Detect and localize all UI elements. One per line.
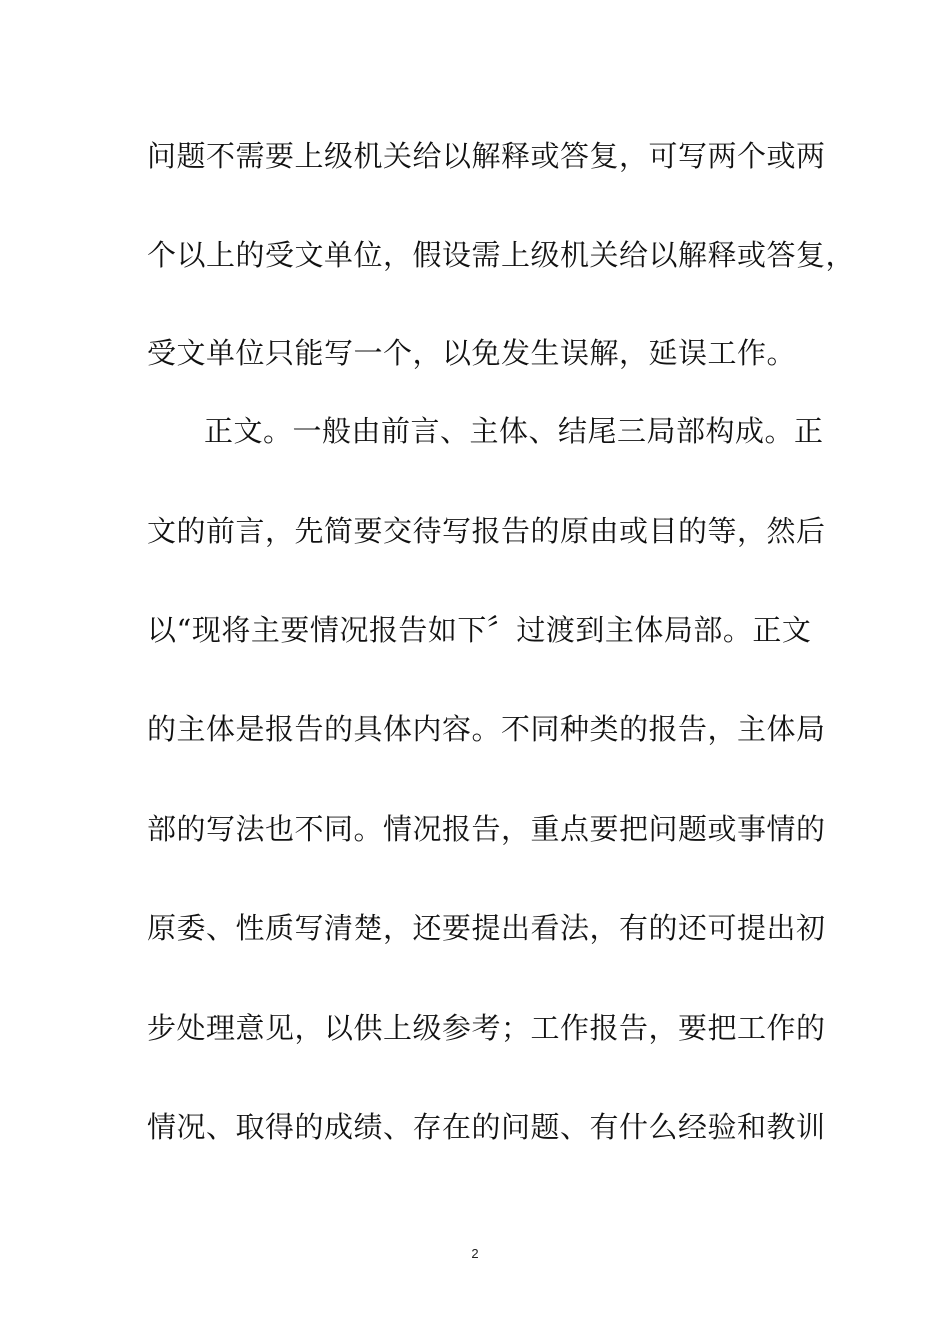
body-text-line: 问题不需要上级机关给以解释或答复，可写两个或两 (147, 139, 826, 173)
body-text-line: 受文单位只能写一个，以免发生误解，延误工作。 (147, 336, 797, 370)
body-text-line: 原委、性质写清楚，还要提出看法，有的还可提出初 (147, 911, 826, 945)
body-text-line: 步处理意见，以供上级参考；工作报告，要把工作的 (147, 1011, 826, 1045)
body-text-line: 个以上的受文单位，假设需上级机关给以解释或答复， (147, 238, 856, 272)
body-text-line: 部的写法也不同。情况报告，重点要把问题或事情的 (147, 812, 826, 846)
body-text-line: 文的前言，先简要交待写报告的原由或目的等，然后 (147, 514, 826, 548)
page-number: 2 (471, 1246, 479, 1261)
body-text-line: 的主体是报告的具体内容。不同种类的报告，主体局 (147, 712, 826, 746)
body-text-line: 情况、取得的成绩、存在的问题、有什么经验和教训 (147, 1110, 826, 1144)
paragraph-first-line: 正文。一般由前言、主体、结尾三局部构成。正 (204, 414, 824, 448)
body-text-line: 以“现将主要情况报告如下〞过渡到主体局部。正文 (147, 613, 812, 647)
